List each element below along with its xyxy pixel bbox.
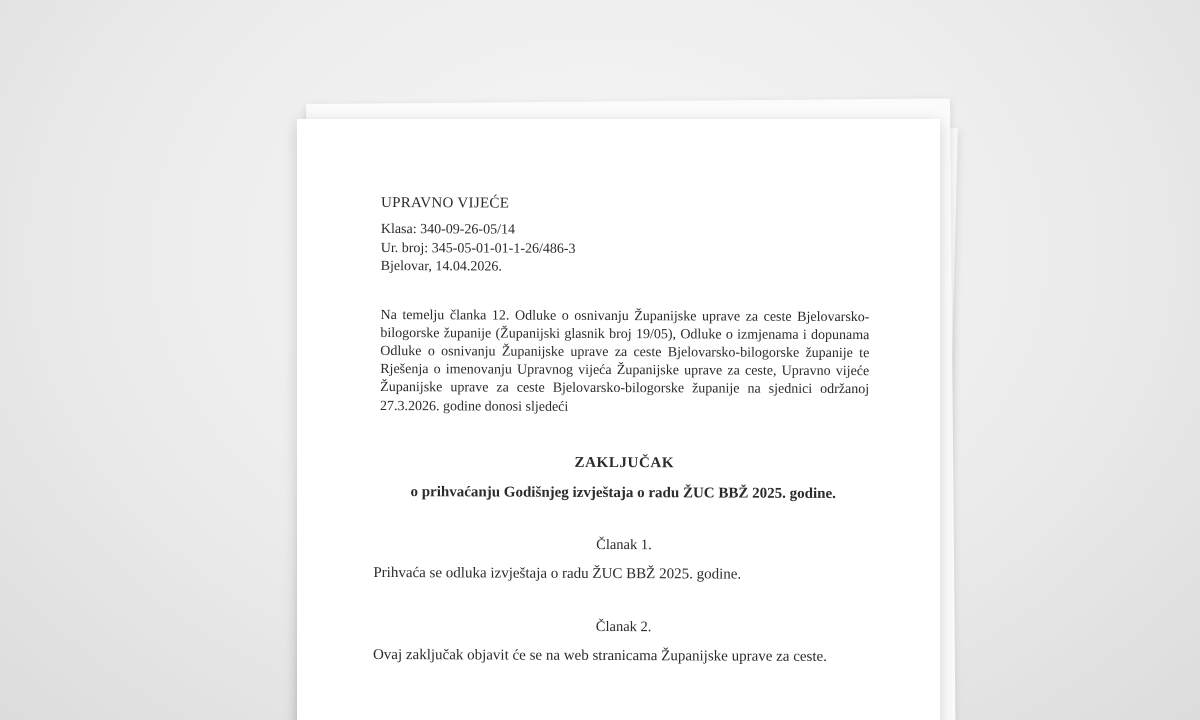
document-content <box>372 195 870 666</box>
place-date-line: Bjelovar, 14.04.2026. <box>380 258 502 275</box>
document-title: ZAKLJUČAK <box>574 454 675 472</box>
preamble-paragraph: Na temelju članka 12. Odluke o osnivanju Županijske uprave za ceste Bjelovarsko-bilogorske županije (Županijski glasnik broj 19/05), Odluke o izmjenama i dopunama Odluke o osnivanju Županijske uprave za ceste Bjelovarsko-bilogorske županije te Rješenja o imenovanju Upravnog vijeća Županijske uprave za ceste, Upravno vijeće Županijske uprave za ceste Bjelovarsko-bilogorske županije na sjednici održanoj 27.3.2026. godine donosi sljedeći <box>380 307 870 415</box>
document-subtitle: o prihvaćanju Godišnjeg izvještaja o radu ŽUC BBŽ 2025. godine. <box>410 483 836 502</box>
article-2-text: Ovaj zaključak objavit će se na web stranicama Županijske uprave za ceste. <box>372 646 827 665</box>
document-metadata <box>381 221 870 279</box>
article-2-heading: Članak 2. <box>595 618 652 635</box>
klasa-line: Klasa: 340-09-26-05/14 <box>380 221 516 238</box>
ur-broj-line: Ur. broj: 345-05-01-01-1-26/486-3 <box>380 240 576 257</box>
article-1-heading: Članak 1. <box>596 536 652 553</box>
article-1-text: Prihvaća se odluka izvještaja o radu ŽUC BBŽ 2025. godine. <box>373 564 742 583</box>
document-page <box>297 119 940 720</box>
organization-heading: UPRAVNO VIJEĆE <box>380 195 510 212</box>
